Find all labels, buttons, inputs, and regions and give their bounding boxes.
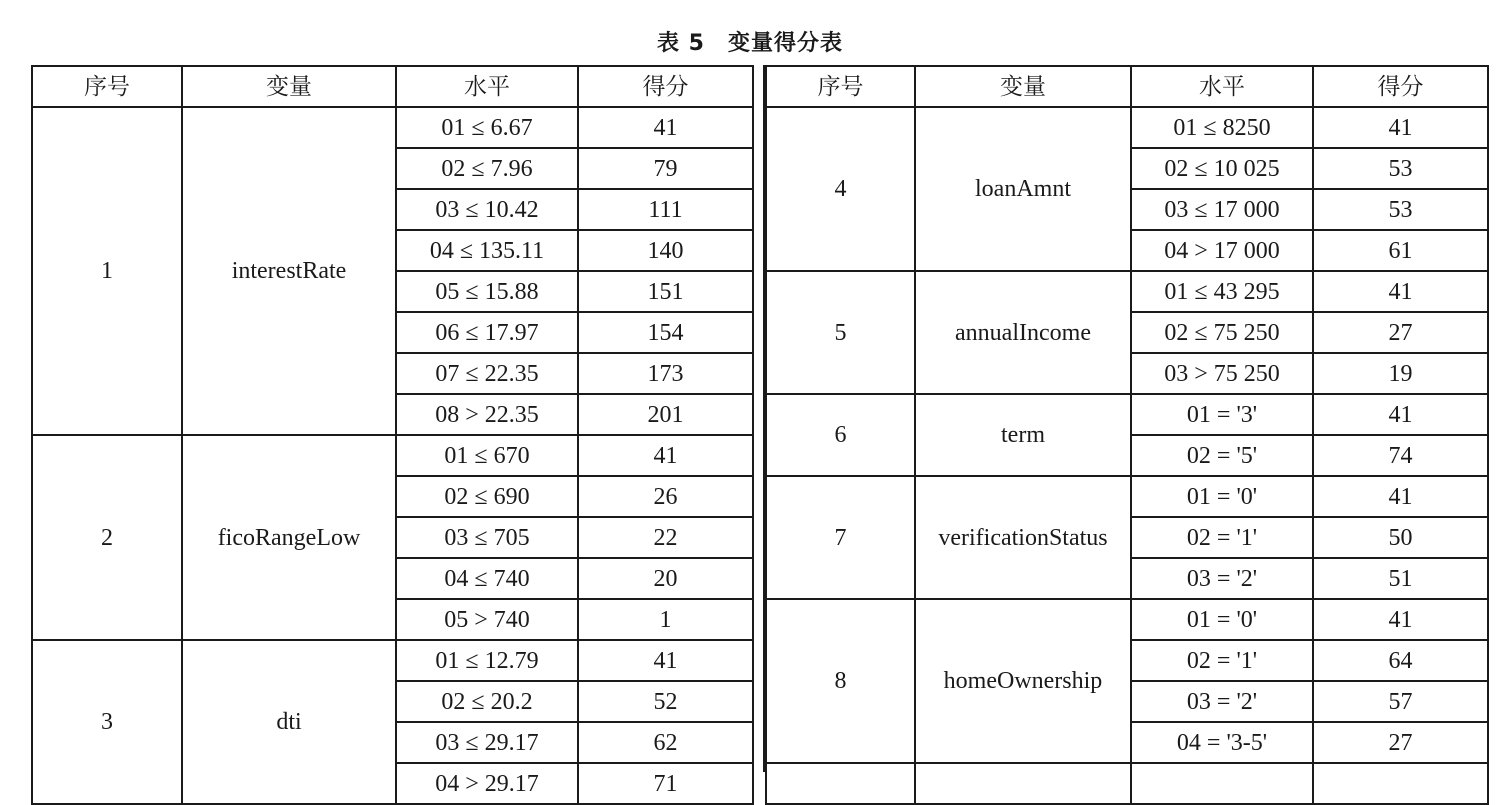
score-cell: 27 [1313, 312, 1488, 353]
header-index: 序号 [766, 66, 915, 107]
level-cell: 04 = '3-5' [1131, 722, 1313, 763]
score-cell: 53 [1313, 189, 1488, 230]
table-row [766, 107, 1488, 148]
level-cell: 02 ≤ 20.2 [396, 681, 578, 722]
score-table-right [765, 65, 1489, 805]
variable-cell: loanAmnt [915, 107, 1131, 271]
index-cell: 8 [766, 599, 915, 763]
table-row [766, 476, 1488, 517]
level-cell: 04 ≤ 740 [396, 558, 578, 599]
score-cell: 22 [578, 517, 753, 558]
header-score: 得分 [1313, 66, 1488, 107]
level-cell: 01 = '0' [1131, 599, 1313, 640]
variable-cell: annualIncome [915, 271, 1131, 394]
variable-cell: interestRate [182, 107, 396, 435]
score-cell: 41 [1313, 599, 1488, 640]
level-cell: 05 > 740 [396, 599, 578, 640]
level-cell: 02 ≤ 7.96 [396, 148, 578, 189]
score-cell: 64 [1313, 640, 1488, 681]
level-cell: 01 ≤ 12.79 [396, 640, 578, 681]
score-cell: 50 [1313, 517, 1488, 558]
level-cell: 04 > 17 000 [1131, 230, 1313, 271]
index-cell: 7 [766, 476, 915, 599]
level-cell: 06 ≤ 17.97 [396, 312, 578, 353]
index-cell: 3 [32, 640, 182, 804]
index-cell: 2 [32, 435, 182, 640]
score-cell: 173 [578, 353, 753, 394]
index-cell: 1 [32, 107, 182, 435]
level-cell: 02 = '1' [1131, 640, 1313, 681]
score-cell: 41 [578, 435, 753, 476]
double-rule-divider [752, 65, 765, 772]
level-cell: 02 = '5' [1131, 435, 1313, 476]
index-cell: 5 [766, 271, 915, 394]
variable-cell: homeOwnership [915, 599, 1131, 763]
score-cell: 41 [578, 107, 753, 148]
level-cell: 01 ≤ 8250 [1131, 107, 1313, 148]
variable-cell: ficoRangeLow [182, 435, 396, 640]
score-cell: 71 [578, 763, 753, 804]
score-cell: 61 [1313, 230, 1488, 271]
level-cell [1131, 763, 1313, 804]
level-cell: 05 ≤ 15.88 [396, 271, 578, 312]
header-score: 得分 [578, 66, 753, 107]
score-cell: 53 [1313, 148, 1488, 189]
score-cell: 151 [578, 271, 753, 312]
level-cell: 03 = '2' [1131, 558, 1313, 599]
variable-cell: term [915, 394, 1131, 476]
score-cell: 62 [578, 722, 753, 763]
level-cell: 01 ≤ 670 [396, 435, 578, 476]
level-cell: 03 ≤ 705 [396, 517, 578, 558]
table-row [766, 599, 1488, 640]
score-cell: 140 [578, 230, 753, 271]
header-variable: 变量 [182, 66, 396, 107]
score-cell: 154 [578, 312, 753, 353]
score-cell: 201 [578, 394, 753, 435]
header-level: 水平 [396, 66, 578, 107]
level-cell: 03 ≤ 10.42 [396, 189, 578, 230]
score-cell: 41 [1313, 394, 1488, 435]
variable-cell: dti [182, 640, 396, 804]
index-cell: 6 [766, 394, 915, 476]
index-cell: 4 [766, 107, 915, 271]
score-cell: 79 [578, 148, 753, 189]
score-cell: 51 [1313, 558, 1488, 599]
score-table-left [31, 65, 754, 805]
score-cell: 41 [1313, 107, 1488, 148]
level-cell: 04 ≤ 135.11 [396, 230, 578, 271]
score-cell: 41 [1313, 476, 1488, 517]
header-row [32, 66, 753, 107]
level-cell: 02 = '1' [1131, 517, 1313, 558]
table-row [766, 271, 1488, 312]
table-row [766, 763, 1488, 804]
level-cell: 07 ≤ 22.35 [396, 353, 578, 394]
score-cell: 20 [578, 558, 753, 599]
table-caption: 表 5 变量得分表 [657, 31, 843, 56]
level-cell: 03 ≤ 29.17 [396, 722, 578, 763]
level-cell: 02 ≤ 690 [396, 476, 578, 517]
header-index: 序号 [32, 66, 182, 107]
variable-cell: verificationStatus [915, 476, 1131, 599]
score-cell: 57 [1313, 681, 1488, 722]
level-cell: 01 ≤ 6.67 [396, 107, 578, 148]
level-cell: 04 > 29.17 [396, 763, 578, 804]
level-cell: 01 = '3' [1131, 394, 1313, 435]
header-level: 水平 [1131, 66, 1313, 107]
table-row [32, 640, 753, 681]
score-cell: 27 [1313, 722, 1488, 763]
header-variable: 变量 [915, 66, 1131, 107]
table-row [766, 394, 1488, 435]
level-cell: 03 = '2' [1131, 681, 1313, 722]
index-cell [766, 763, 915, 804]
level-cell: 08 > 22.35 [396, 394, 578, 435]
level-cell: 03 > 75 250 [1131, 353, 1313, 394]
score-cell: 26 [578, 476, 753, 517]
score-cell: 41 [578, 640, 753, 681]
variable-cell [915, 763, 1131, 804]
table-row [32, 435, 753, 476]
score-cell: 74 [1313, 435, 1488, 476]
score-cell: 41 [1313, 271, 1488, 312]
level-cell: 03 ≤ 17 000 [1131, 189, 1313, 230]
score-cell [1313, 763, 1488, 804]
score-cell: 111 [578, 189, 753, 230]
score-cell: 1 [578, 599, 753, 640]
level-cell: 02 ≤ 75 250 [1131, 312, 1313, 353]
level-cell: 02 ≤ 10 025 [1131, 148, 1313, 189]
score-cell: 52 [578, 681, 753, 722]
score-cell: 19 [1313, 353, 1488, 394]
table-row [32, 107, 753, 148]
level-cell: 01 ≤ 43 295 [1131, 271, 1313, 312]
level-cell: 01 = '0' [1131, 476, 1313, 517]
header-row [766, 66, 1488, 107]
